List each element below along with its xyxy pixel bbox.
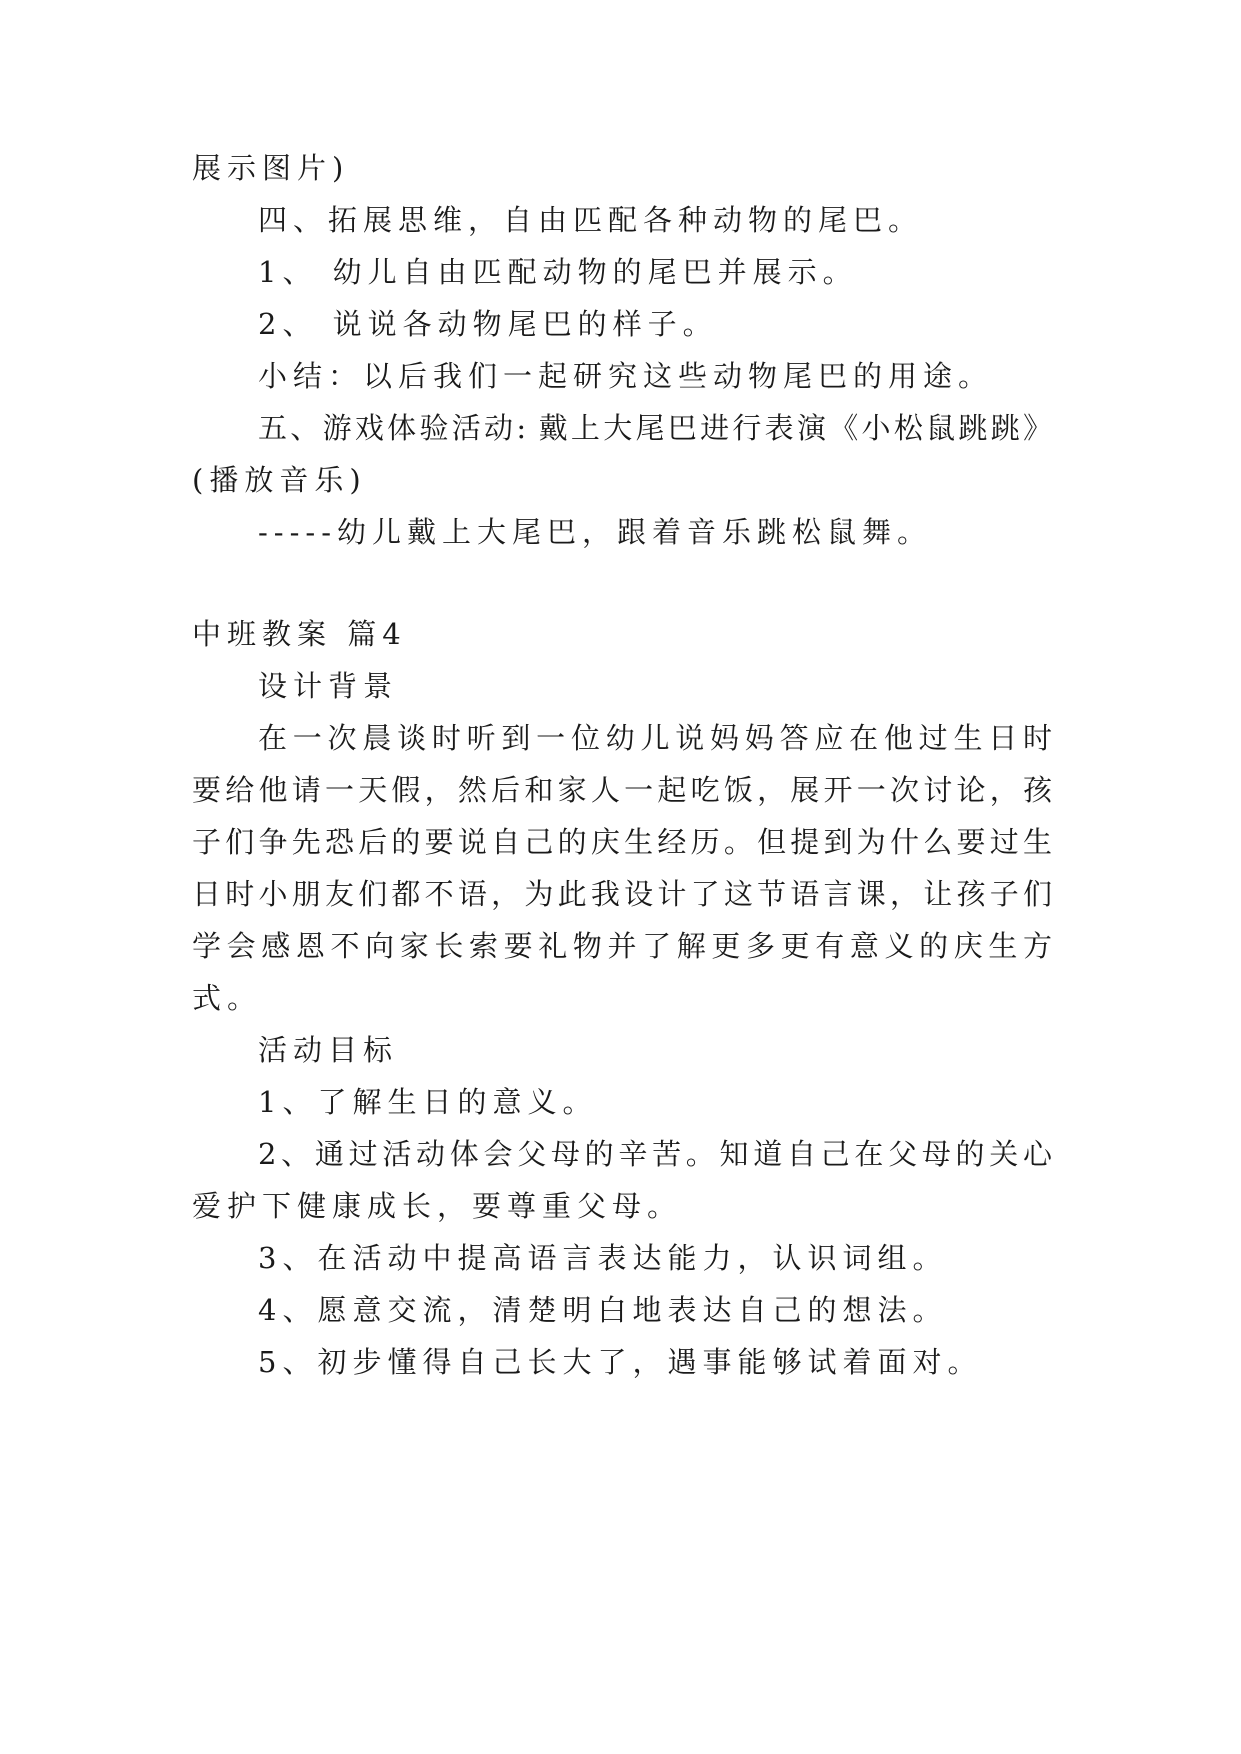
text-line: (播放音乐) xyxy=(192,463,367,497)
list-item: 2、 说说各动物尾巴的样子。 xyxy=(258,307,718,341)
text-line: 展示图片) xyxy=(192,151,350,185)
goal-item: 5、初步懂得自己长大了，遇事能够试着面对。 xyxy=(258,1345,983,1379)
subheading-activity-goals: 活动目标 xyxy=(258,1033,399,1067)
goal-item-continued: 爱护下健康成长，要尊重父母。 xyxy=(192,1189,683,1223)
goal-item: 3、在活动中提高语言表达能力，认识词组。 xyxy=(258,1241,948,1275)
text-line: -----幼儿戴上大尾巴，跟着音乐跳松鼠舞。 xyxy=(258,515,932,549)
paragraph-line: 在一次晨谈时听到一位幼儿说妈妈答应在他过生日时 xyxy=(258,721,1052,755)
goal-item: 4、愿意交流，清楚明白地表达自己的想法。 xyxy=(258,1293,948,1327)
lesson-title: 中班教案 篇4 xyxy=(192,617,407,651)
summary-text: 小结：以后我们一起研究这些动物尾巴的用途。 xyxy=(258,359,994,393)
paragraph-line: 日时小朋友们都不语，为此我设计了这节语言课，让孩子们 xyxy=(192,877,1052,911)
section-heading-4: 四、拓展思维，自由匹配各种动物的尾巴。 xyxy=(258,203,924,237)
list-item: 1、 幼儿自由匹配动物的尾巴并展示。 xyxy=(258,255,858,289)
goal-item: 1、了解生日的意义。 xyxy=(258,1085,598,1119)
paragraph-line: 式。 xyxy=(192,981,263,1015)
paragraph-line: 学会感恩不向家长索要礼物并了解更多更有意义的庆生方 xyxy=(192,929,1052,963)
goal-item: 2、通过活动体会父母的辛苦。知道自己在父母的关心 xyxy=(258,1137,1052,1171)
paragraph-line: 要给他请一天假，然后和家人一起吃饭，展开一次讨论，孩 xyxy=(192,773,1052,807)
subheading-design-background: 设计背景 xyxy=(258,669,399,703)
paragraph-line: 子们争先恐后的要说自己的庆生经历。但提到为什么要过生 xyxy=(192,825,1052,859)
section-heading-5: 五、游戏体验活动: 戴上大尾巴进行表演《小松鼠跳跳》 xyxy=(258,411,1052,445)
